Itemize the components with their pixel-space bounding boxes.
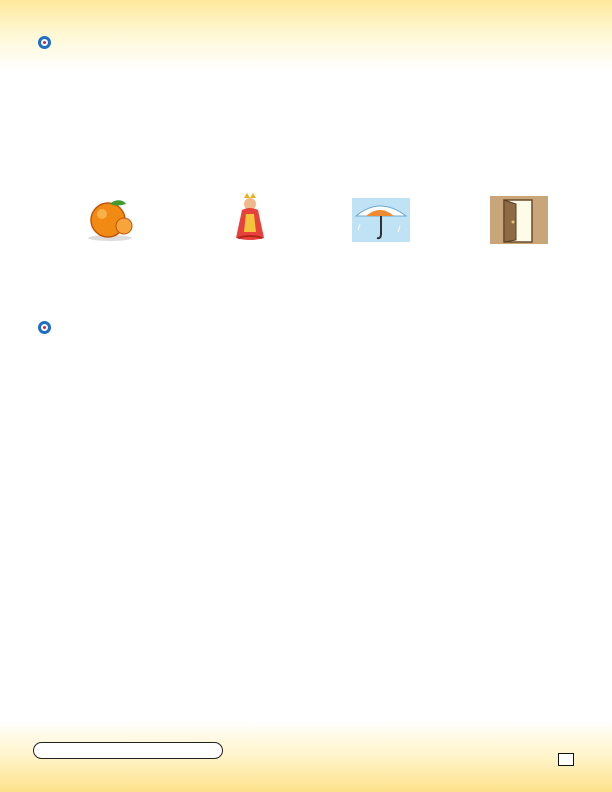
umbrella-icon [352, 198, 410, 242]
target-icon [38, 321, 51, 334]
door-icon [490, 196, 548, 244]
target-icon [38, 36, 51, 49]
teacher-sign-box[interactable] [33, 742, 223, 759]
queen-icon [228, 192, 272, 242]
page-number [558, 753, 574, 766]
q4-heading [38, 321, 57, 335]
orange-icon [80, 196, 140, 242]
q3-heading [38, 36, 57, 50]
